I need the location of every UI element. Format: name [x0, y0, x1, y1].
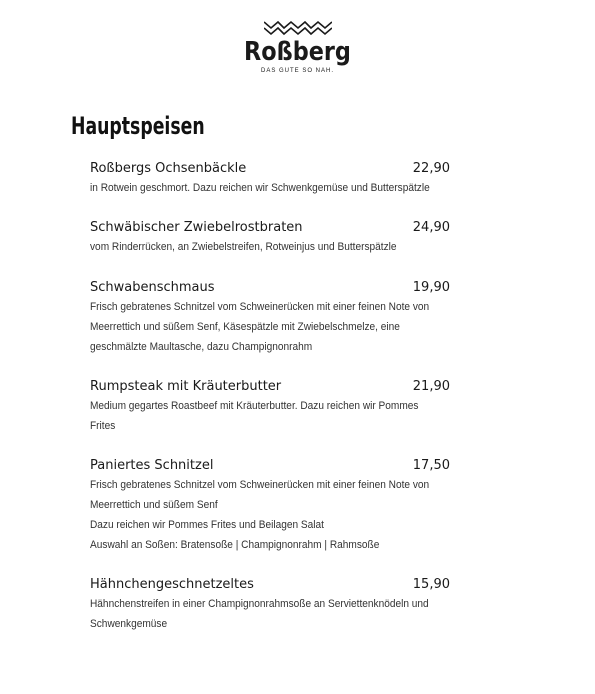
dish-price: 17,50	[412, 458, 450, 473]
dish-name: Hähnchengeschnetzeltes	[90, 577, 254, 592]
description-line: Frisch gebratenes Schnitzel vom Schweinerücken mit einer feinen Note von	[90, 479, 430, 491]
description-line: Auswahl an Soßen: Bratensoße | Champignonrahm | Rahmsoße	[90, 539, 380, 551]
description-line: Hähnchenstreifen in einer Champignonrahmsoße an Serviettenknödeln und	[90, 598, 429, 610]
dish-price: 24,90	[412, 220, 450, 235]
dish-description	[90, 475, 430, 555]
dish-price: 15,90	[412, 577, 450, 592]
dish-price: 21,90	[412, 379, 450, 394]
menu-item	[90, 160, 450, 198]
menu-item	[90, 219, 450, 257]
dish-description	[90, 594, 429, 634]
dish-name: Paniertes Schnitzel	[90, 458, 214, 473]
description-line: Schwenkgemüse	[90, 618, 168, 630]
dish-name: Roßbergs Ochsenbäckle	[90, 161, 247, 176]
dish-description	[90, 237, 419, 257]
dish-name: Rumpsteak mit Kräuterbutter	[90, 379, 282, 394]
description-line: geschmälzte Maultasche, dazu Champignonrahm	[90, 341, 313, 353]
brand-name: Roßberg	[244, 37, 351, 67]
description-line: Frites	[90, 420, 116, 432]
brand-tagline: DAS GUTE SO NAH.	[260, 68, 334, 74]
dish-name: Schwäbischer Zwiebelrostbraten	[90, 220, 303, 235]
dish-price: 22,90	[412, 161, 450, 176]
dish-description	[90, 396, 419, 436]
dish-name: Schwabenschmaus	[90, 280, 215, 295]
dish-description	[90, 297, 430, 357]
description-line: Dazu reichen wir Pommes Frites und Beilagen Salat	[90, 519, 324, 531]
description-line: Meerrettich und süßem Senf, Käsespätzle mit Zwiebelschmelze, eine	[90, 321, 400, 333]
description-line: Medium gegartes Roastbeef mit Kräuterbutter. Dazu reichen wir Pommes	[90, 400, 419, 412]
description-line: in Rotwein geschmort. Dazu reichen wir Schwenkgemüse und Butterspätzle	[90, 182, 430, 194]
menu-item	[90, 279, 450, 357]
description-line: Meerrettich und süßem Senf	[90, 499, 218, 511]
menu-item	[90, 378, 450, 436]
menu-item	[90, 457, 450, 555]
dish-price: 19,90	[412, 280, 450, 295]
menu-item	[90, 576, 450, 634]
description-line: vom Rinderrücken, an Zwiebelstreifen, Rotweinjus und Butterspätzle	[90, 241, 397, 253]
mountains-logo-icon	[264, 20, 332, 36]
description-line: Frisch gebratenes Schnitzel vom Schweinerücken mit einer feinen Note von	[90, 301, 430, 313]
dish-description	[90, 178, 430, 198]
section-title: Hauptspeisen	[71, 112, 205, 140]
logo	[0, 20, 595, 74]
